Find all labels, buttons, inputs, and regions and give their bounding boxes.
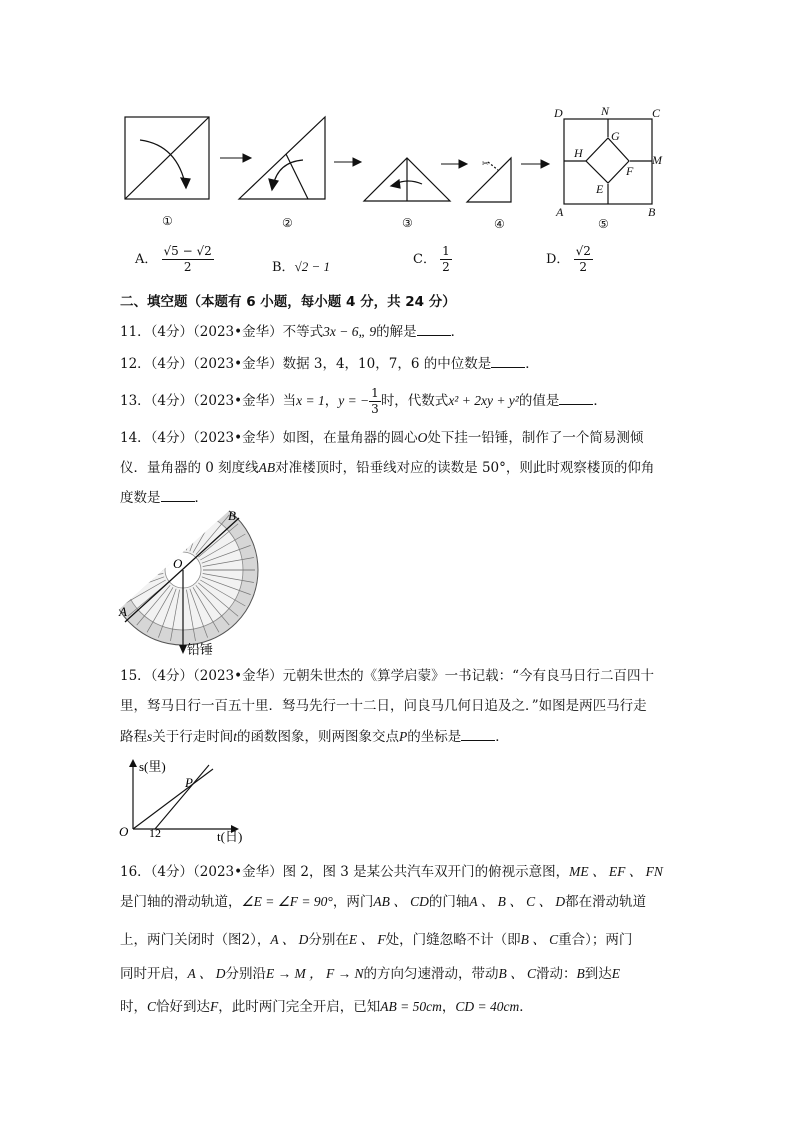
svg-text:✂: ✂	[482, 159, 489, 168]
graph-tick-12: 12	[149, 826, 161, 840]
q16-line5-end: ．	[519, 999, 533, 1015]
fig-label-2: ②	[282, 216, 293, 230]
section-title: 二、填空题（本题有 6 小题，每小题 4 分，共 24 分）	[120, 294, 456, 310]
arrow-right-1	[220, 154, 251, 162]
protractor-figure	[115, 508, 265, 658]
label-N: N	[601, 104, 610, 118]
q14-O: O	[417, 430, 428, 445]
question-14-line-2	[120, 458, 654, 478]
q11-end: ．	[450, 324, 465, 340]
q16-line5-expr: C	[147, 999, 157, 1014]
q13-x-expr: x = 1	[296, 393, 325, 408]
q13-expr: x² + 2xy + y²	[448, 393, 519, 408]
question-16-line-2	[120, 892, 646, 912]
q14-line2-suffix: 对准楼顶时，铅垂线对应的读数是 50°，则此时观察楼顶的仰角	[275, 460, 655, 476]
option-a	[135, 244, 214, 275]
q15-s: s	[147, 729, 153, 744]
label-C: C	[652, 106, 661, 120]
protractor-tick	[147, 508, 173, 553]
label-A: A	[556, 205, 564, 219]
fig-label-5: ⑤	[598, 217, 609, 231]
question-15-line-3	[120, 727, 509, 747]
q12-blank[interactable]	[491, 355, 525, 368]
q15-t: t	[233, 729, 238, 744]
label-D: D	[554, 106, 563, 120]
q16-line2-suffix: 都在滑动轨道	[565, 894, 647, 910]
plumb-label: 铅锤	[187, 643, 214, 658]
graph-origin: O	[119, 824, 129, 839]
q11-prefix: 11．（4分）（2023•金华）不等式	[120, 324, 324, 340]
option-d-den: 2	[579, 260, 588, 274]
q16-line4-mid: 分别沿	[225, 966, 267, 982]
q16-line5-expr4: CD = 40cm	[455, 999, 520, 1014]
q14-line2-prefix: 仪．量角器的 0 刻度线	[120, 460, 259, 476]
q15-line3-suffix: 的坐标是	[407, 729, 462, 745]
label-G: G	[611, 129, 620, 143]
option-b-text: √2 − 1	[294, 259, 330, 274]
protractor-tick	[115, 545, 164, 563]
question-16-line-1	[120, 862, 663, 882]
question-11	[120, 322, 464, 342]
q15-end: ．	[495, 729, 509, 745]
label-F: F	[626, 164, 634, 178]
graph-ylabel: s(里)	[139, 759, 166, 774]
q11-blank[interactable]	[417, 323, 451, 336]
fig-label-1: ①	[162, 214, 173, 228]
question-16-line-3	[120, 930, 632, 950]
q16-line3-expr2: E 、 F	[348, 932, 386, 947]
q14-line1-prefix: 14．（4分）（2023•金华）如图，在量角器的圆心	[120, 430, 418, 446]
option-d-label: D．	[546, 252, 570, 267]
protractor-tick	[128, 524, 168, 557]
q15-line3-mid: 关于行走时间	[152, 729, 234, 745]
q16-line2-mid2: 的门轴	[428, 894, 470, 910]
q14-line3: 度数是	[120, 490, 161, 506]
option-c	[413, 244, 452, 275]
protractor-tick	[137, 515, 170, 555]
q13-y-expr: y = −	[338, 393, 370, 408]
q16-line5-expr3: AB = 50cm	[380, 999, 442, 1014]
q16-line3-suffix: 重合）；两门	[558, 932, 633, 948]
q12-end: ．	[525, 356, 539, 372]
q14-end: ．	[194, 490, 208, 506]
label-M: M	[652, 153, 662, 167]
option-c-label: C．	[413, 252, 436, 267]
q15-blank[interactable]	[461, 728, 495, 741]
q12-prefix: 12．（4分）（2023•金华）数据 3，4，10，7，6 的中位数是	[120, 356, 492, 372]
fig-label-3: ③	[402, 216, 413, 230]
arrow-right-2	[334, 158, 361, 166]
q14-AB: AB	[258, 460, 276, 475]
q13-prefix: 13．（4分）（2023•金华）当	[120, 393, 297, 409]
protractor-label-O: O	[173, 556, 183, 571]
option-d-num: √2	[575, 244, 591, 258]
question-16-line-4	[120, 964, 620, 984]
q16-line2-expr: ∠E = ∠F = 90°	[241, 894, 333, 909]
option-a-num: √5 − √2	[163, 244, 212, 258]
question-15-line-2: 里，驽马日行一百五十里．驽马先行一十二日，问良马几何日追及之．”如图是两匹马行走	[120, 698, 647, 714]
label-B: B	[648, 205, 656, 219]
folding-figure	[118, 100, 678, 235]
fig4-triangle	[467, 158, 511, 202]
distance-time-graph	[115, 757, 255, 847]
q15-P: P	[399, 729, 408, 744]
q13-y-den: 3	[371, 402, 379, 416]
fig5-square	[564, 119, 652, 204]
q16-line2-expr2: AB 、 CD	[373, 894, 429, 909]
question-14-line-3	[120, 488, 208, 508]
q16-line5-sep: ，	[441, 999, 456, 1015]
question-12	[120, 354, 539, 374]
option-a-den: 2	[183, 260, 192, 274]
question-13	[120, 386, 607, 417]
q13-sep: ，	[324, 393, 339, 409]
q16-line4-expr5: E	[611, 966, 621, 981]
q16-line2-mid: ，两门	[332, 894, 374, 910]
q13-y-num: 1	[371, 386, 379, 400]
option-b	[272, 256, 330, 275]
q16-line5-mid: 恰好到达	[156, 999, 211, 1015]
q16-line3-expr3: B 、 C	[520, 932, 559, 947]
fig1-square	[125, 117, 209, 199]
question-16-line-5	[120, 997, 533, 1017]
q16-line5-prefix: 时，	[120, 999, 147, 1015]
protractor-label-B: B	[228, 508, 236, 523]
protractor-tick	[115, 557, 163, 566]
q16-line1-expr: ME 、 EF 、 FN	[569, 864, 663, 879]
q16-line3-mid2: 处，门缝忽略不计（即	[385, 932, 521, 948]
q11-suffix: 的解是	[376, 324, 417, 340]
q16-line1-prefix: 16．（4分）（2023•金华）图 2，图 3 是某公共汽车双开门的俯视示意图，	[120, 864, 570, 880]
q16-line5-expr2: F	[210, 999, 219, 1014]
q16-line4-expr2: E → M ， F → N	[266, 966, 364, 981]
q16-line3-mid: 分别在	[308, 932, 349, 948]
q16-line2-prefix: 是门轴的滑动轨道，	[120, 894, 242, 910]
q16-line4-expr: A 、 D	[187, 966, 226, 981]
q16-line4-expr4: B	[576, 966, 585, 981]
protractor-tick	[170, 508, 179, 550]
protractor-tick	[121, 534, 166, 560]
q16-line4-mid3: 滑动：	[536, 966, 577, 982]
q16-line4-suffix: 到达	[584, 966, 612, 982]
graph-point-P: P	[185, 775, 193, 790]
label-E: E	[596, 182, 604, 196]
q16-line3-expr: A 、 D	[270, 932, 309, 947]
q16-line5-mid2: ，此时两门完全开启，已知	[218, 999, 381, 1015]
q16-line4-mid2: 的方向匀速滑动，带动	[363, 966, 499, 982]
q14-blank[interactable]	[161, 489, 195, 502]
fig-label-4: ④	[494, 217, 505, 231]
protractor-label-A: A	[119, 604, 127, 619]
q16-line4-prefix: 同时开启，	[120, 966, 188, 982]
q14-line1-suffix: 处下挂一铅锤，制作了一个简易测倾	[427, 430, 644, 446]
q16-line4-expr3: B 、 C	[498, 966, 537, 981]
q13-blank[interactable]	[559, 392, 593, 405]
arrow-right-4	[521, 160, 549, 168]
graph-xlabel: t(日)	[217, 829, 243, 844]
protractor-tick	[158, 508, 176, 551]
q16-line3-prefix: 上，两门关闭时（图2），	[120, 932, 271, 948]
option-c-den: 2	[442, 260, 450, 274]
question-14-line-1	[120, 428, 643, 448]
option-c-num: 1	[442, 244, 450, 258]
q13-mid: 时，代数式	[380, 393, 449, 409]
q11-expr: 3x − 6„ 9	[323, 324, 377, 339]
q15-line3-mid2: 的函数图象，则两图象交点	[237, 729, 400, 745]
q13-end: ．	[593, 393, 607, 409]
q15-line3-prefix: 路程	[120, 729, 147, 745]
option-a-label: A．	[135, 252, 158, 267]
fig3-triangle	[364, 158, 450, 201]
q16-line2-expr3: A 、 B 、 C 、 D	[469, 894, 566, 909]
label-H: H	[574, 146, 583, 160]
option-d	[546, 244, 593, 275]
q13-suffix: 的值是	[518, 393, 560, 409]
question-15-line-1: 15．（4分）（2023•金华）元朝朱世杰的《算学启蒙》一书记载：“今有良马日行二百四十	[120, 668, 654, 684]
option-b-label: B．	[272, 260, 295, 275]
arrow-right-3	[441, 160, 467, 168]
